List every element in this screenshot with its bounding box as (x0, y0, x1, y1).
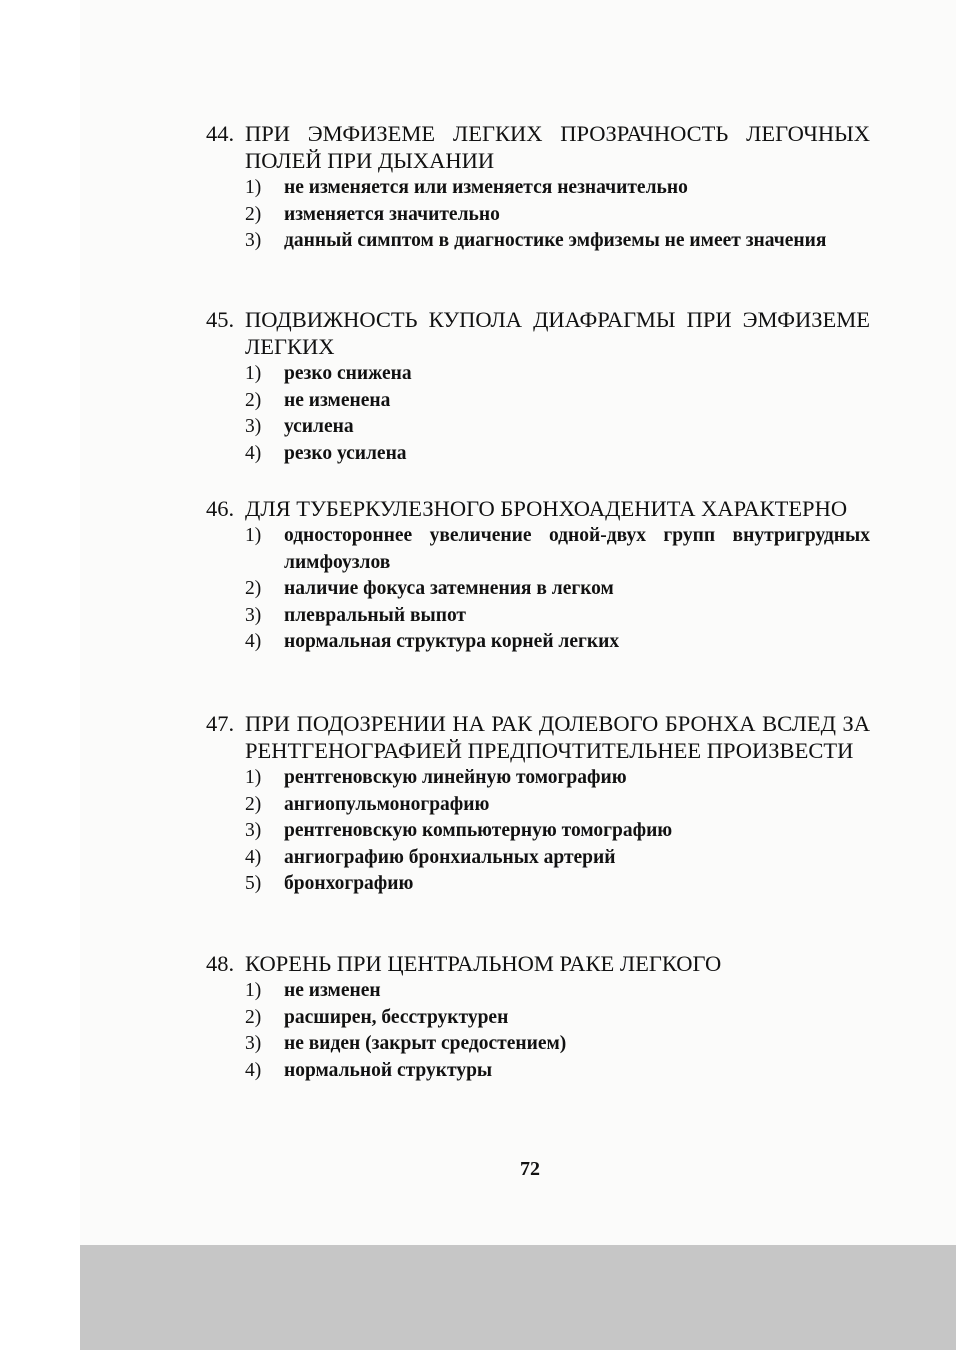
question-heading (206, 495, 870, 522)
option-text: плевральный выпот (284, 604, 467, 626)
question-number: 47. (206, 711, 235, 736)
questions-list (206, 120, 870, 1084)
option-number: 2) (245, 389, 262, 411)
option-text: рентгеновскую линейную томографию (284, 767, 627, 788)
option-text: данный симптом в диагностике эмфиземы не имеет значения (284, 230, 827, 251)
option-item (245, 441, 870, 468)
option-text: изменяется значительно (284, 203, 500, 225)
question-text: КОРЕНЬ ПРИ ЦЕНТРАЛЬНОМ РАКЕ ЛЕГКОГО (245, 951, 722, 976)
option-text: нормальной структуры (284, 1059, 493, 1081)
option-text: рентгеновскую компьютерную томографию (284, 820, 673, 841)
option-number: 1) (245, 525, 262, 546)
option-text: не виден (закрыт средостением) (284, 1033, 567, 1054)
question-48 (206, 950, 870, 1084)
question-number: 46. (206, 496, 235, 521)
options-list (245, 765, 870, 898)
option-number: 1) (245, 177, 262, 198)
option-item (245, 871, 870, 898)
option-number: 1) (245, 980, 262, 1001)
option-number: 4) (245, 631, 262, 652)
options-list (245, 361, 870, 467)
option-item (245, 523, 870, 576)
option-item (245, 388, 870, 415)
option-text: ангиопульмонографию (284, 793, 490, 815)
option-text: наличие фокуса затемнения в легком (284, 578, 614, 599)
option-text: одностороннее увеличение одной-двух групп внутригрудных лимфоузлов (284, 525, 870, 573)
option-number: 3) (245, 1033, 262, 1054)
option-item (245, 978, 870, 1005)
option-item (245, 228, 870, 255)
option-number: 4) (245, 846, 262, 868)
question-number: 48. (206, 951, 235, 976)
options-list (245, 523, 870, 656)
option-number: 4) (245, 1059, 262, 1081)
question-heading (206, 120, 870, 174)
question-heading (206, 710, 870, 764)
option-number: 2) (245, 203, 262, 225)
option-text: нормальная структура корней легких (284, 631, 620, 652)
option-text: резко снижена (284, 363, 412, 384)
left-margin (0, 0, 80, 1350)
option-number: 3) (245, 604, 262, 626)
option-item (245, 603, 870, 630)
option-text: не изменен (284, 980, 381, 1001)
option-item (245, 1058, 870, 1085)
option-item (245, 175, 870, 202)
option-number: 3) (245, 820, 262, 841)
option-text: ангиографию бронхиальных артерий (284, 846, 616, 868)
question-text: ПОДВИЖНОСТЬ КУПОЛА ДИАФРАГМЫ ПРИ ЭМФИЗЕМЕ ЛЕГКИХ (245, 307, 870, 359)
question-text: ПРИ ПОДОЗРЕНИИ НА РАК ДОЛЕВОГО БРОНХА ВСЛЕД ЗА РЕНТГЕНОГРАФИЕЙ ПРЕДПОЧТИТЕЛЬНЕЕ ПРОИЗВЕСТИ (245, 711, 870, 763)
option-item (245, 1005, 870, 1032)
option-number: 4) (245, 442, 262, 464)
option-number: 1) (245, 767, 262, 788)
option-number: 2) (245, 793, 262, 815)
option-item (245, 202, 870, 229)
question-46 (206, 495, 870, 690)
option-text: резко усилена (284, 442, 407, 464)
scan-bottom-band (80, 1245, 956, 1350)
option-text: бронхографию (284, 873, 414, 894)
option-item (245, 361, 870, 388)
question-number: 44. (206, 121, 235, 146)
options-list (245, 978, 870, 1084)
option-text: расширен, бесструктурен (284, 1006, 509, 1028)
option-item (245, 845, 870, 872)
question-text: ДЛЯ ТУБЕРКУЛЕЗНОГО БРОНХОАДЕНИТА ХАРАКТЕРНО (245, 496, 848, 521)
option-number: 1) (245, 363, 262, 384)
option-text: не изменена (284, 389, 391, 411)
question-47 (206, 710, 870, 928)
question-44 (206, 120, 870, 282)
question-text: ПРИ ЭМФИЗЕМЕ ЛЕГКИХ ПРОЗРАЧНОСТЬ ЛЕГОЧНЫХ ПОЛЕЙ ПРИ ДЫХАНИИ (245, 121, 870, 173)
option-number: 2) (245, 578, 262, 599)
question-heading (206, 950, 870, 977)
option-number: 2) (245, 1006, 262, 1028)
option-item (245, 818, 870, 845)
question-heading (206, 306, 870, 360)
option-item (245, 414, 870, 441)
question-45 (206, 306, 870, 468)
option-number: 3) (245, 416, 262, 437)
option-item (245, 765, 870, 792)
question-number: 45. (206, 307, 235, 332)
option-item (245, 792, 870, 819)
option-text: не изменяется или изменяется незначительно (284, 177, 688, 198)
page-number: 72 (520, 1158, 540, 1180)
option-number: 3) (245, 230, 262, 251)
options-list (245, 175, 870, 255)
option-text: усилена (284, 416, 354, 437)
option-item (245, 1031, 870, 1058)
option-number: 5) (245, 873, 262, 894)
option-item (245, 576, 870, 603)
option-item (245, 629, 870, 656)
